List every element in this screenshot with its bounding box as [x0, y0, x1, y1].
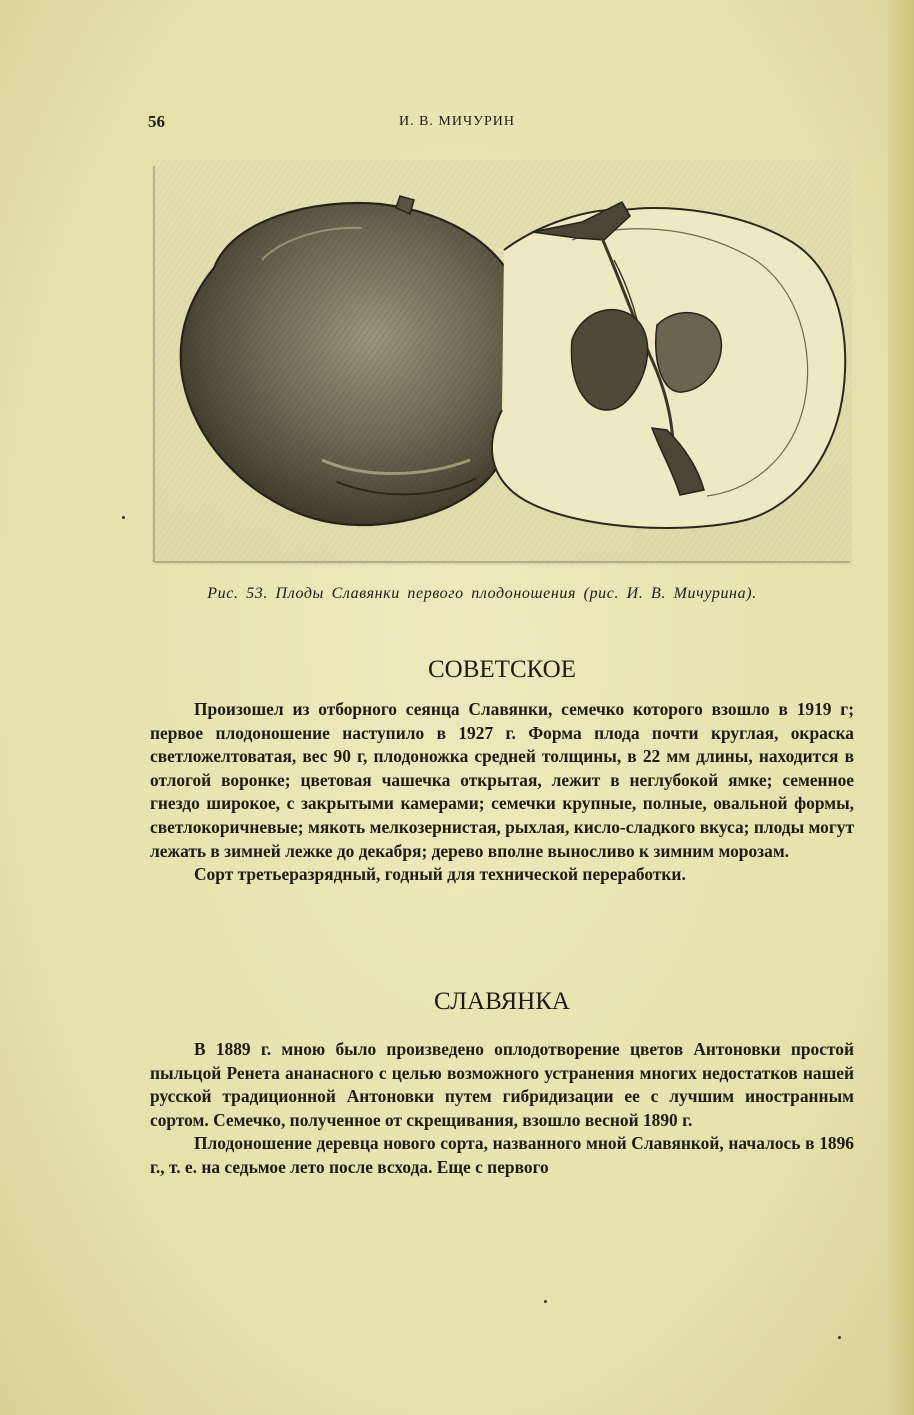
- paragraph: Произошел из отборного сеянца Славянки, семечко которого взошло в 1919 г; первое плодоношение наступило в 1927 г. Форма плода почти круглая, окраска светложелтоватая, вес 90 г, плодоножка средней толщины, в 22 мм длины, находится в отлогой воронке; цветовая чашечка открытая, лежит в неглубокой ямке; семенное гнездо широкое, с закрытыми камерами; семечки крупные, полные, овальной формы, светлокоричневые; мякоть мелкозернистая, рыхлая, кисло-сладкого вкуса; плоды могут лежать в зимней лежке до декабря; дерево вполне выносливо к зимним морозам.: [150, 699, 854, 861]
- cut-apple: [492, 202, 845, 528]
- page-number: 56: [148, 112, 165, 131]
- section-body-slavyanka: [150, 1038, 854, 1180]
- figure-caption: Рис. 53. Плоды Славянки первого плодоношения (рис. И. В. Мичурина).: [207, 585, 757, 602]
- print-speck: [838, 1336, 841, 1339]
- section-body-sovetskoe: [150, 698, 854, 887]
- paragraph: Плодоношение деревца нового сорта, названного мной Славянкой, началось в 1896 г., т. е. на седьмое лето после всхода. Еще с первого: [150, 1133, 854, 1177]
- apple-illustration: [152, 160, 852, 565]
- running-head: И. В. МИЧУРИН: [398, 114, 516, 129]
- apple-drawing: [152, 160, 852, 565]
- paragraph: В 1889 г. мною было произведено оплодотворение цветов Антоновки простой пыльцой Ренета ананасного с целью возможного устранения многих недостатков нашей русской традиционной Антоновки путем гибридизации ее с лучшим иностранным сортом. Семечко, полученное от скрещивания, взошло весной 1890 г.: [150, 1039, 854, 1130]
- print-speck: [122, 516, 125, 519]
- page-edge-shadow: [888, 0, 914, 1415]
- paragraph: Сорт третьеразрядный, годный для технической переработки.: [194, 864, 686, 885]
- page-header: [0, 112, 914, 132]
- section-title-sovetskoe: СОВЕТСКОЕ: [428, 656, 576, 683]
- section-title-slavyanka: СЛАВЯНКА: [434, 988, 570, 1015]
- print-speck: [544, 1300, 547, 1303]
